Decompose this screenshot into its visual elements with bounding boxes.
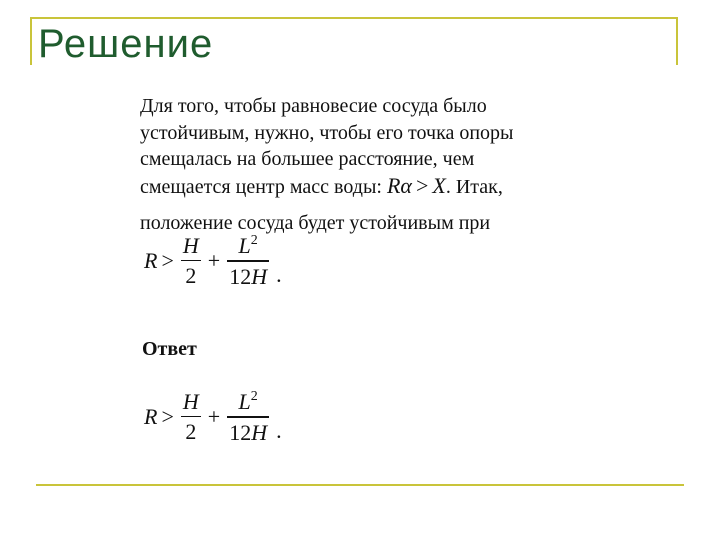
solution-line-4-text: смещается центр масс воды: (140, 175, 382, 198)
inline-lhs: Rα (386, 172, 412, 198)
inline-op: > (415, 172, 429, 198)
solution-line-3: смещалась на большее расстояние, чем (140, 148, 475, 170)
solution-line-1: Для того, чтобы равновесие сосуда было (140, 95, 487, 117)
bottom-border-line (36, 484, 684, 486)
fraction-numerator: H (182, 232, 199, 258)
solution-line-2: устойчивым, нужно, чтобы его точка опоры (140, 121, 514, 144)
fraction-denominator (227, 418, 269, 444)
formula-period: . (276, 261, 282, 287)
fraction-denominator: 2 (185, 263, 197, 289)
solution-line-4-suffix: . Итак, (445, 175, 503, 198)
fraction-h-over-2 (181, 232, 201, 289)
formula-period: . (276, 417, 282, 443)
answer-heading: Ответ (142, 338, 197, 360)
denominator-var: H (251, 263, 268, 289)
fraction-l2-over-12h (227, 390, 269, 444)
fraction-denominator (227, 262, 269, 288)
inline-rhs: X (432, 172, 446, 198)
denominator-var: H (251, 419, 268, 445)
slide-title: Решение (38, 22, 214, 66)
fraction-denominator: 2 (185, 419, 197, 445)
fraction-h-over-2 (181, 388, 201, 445)
numerator-base: L (238, 389, 251, 414)
fraction-l2-over-12h (227, 234, 269, 288)
numerator-exponent: 2 (250, 389, 258, 404)
top-border-line (30, 17, 678, 19)
answer-formula (144, 390, 282, 444)
denominator-coef: 12 (229, 263, 252, 289)
formula-lhs: R (144, 403, 158, 429)
solution-paragraph (140, 93, 580, 237)
formula-lhs: R (144, 247, 158, 273)
formula-plus: + (207, 247, 221, 273)
condition-formula (144, 234, 282, 288)
right-border-line (676, 17, 678, 65)
fraction-numerator (237, 390, 260, 416)
numerator-exponent: 2 (250, 233, 258, 248)
formula-gt: > (161, 403, 174, 429)
denominator-coef: 12 (229, 419, 252, 445)
formula-gt: > (161, 247, 174, 273)
inline-inequality (387, 173, 446, 198)
solution-line-5: положение сосуда будет устойчивым при (140, 212, 491, 234)
formula-plus: + (207, 403, 221, 429)
solution-line-4 (140, 173, 580, 201)
numerator-base: L (238, 233, 251, 258)
fraction-numerator: H (182, 388, 199, 414)
fraction-numerator (237, 234, 260, 260)
left-border-line (30, 17, 32, 65)
